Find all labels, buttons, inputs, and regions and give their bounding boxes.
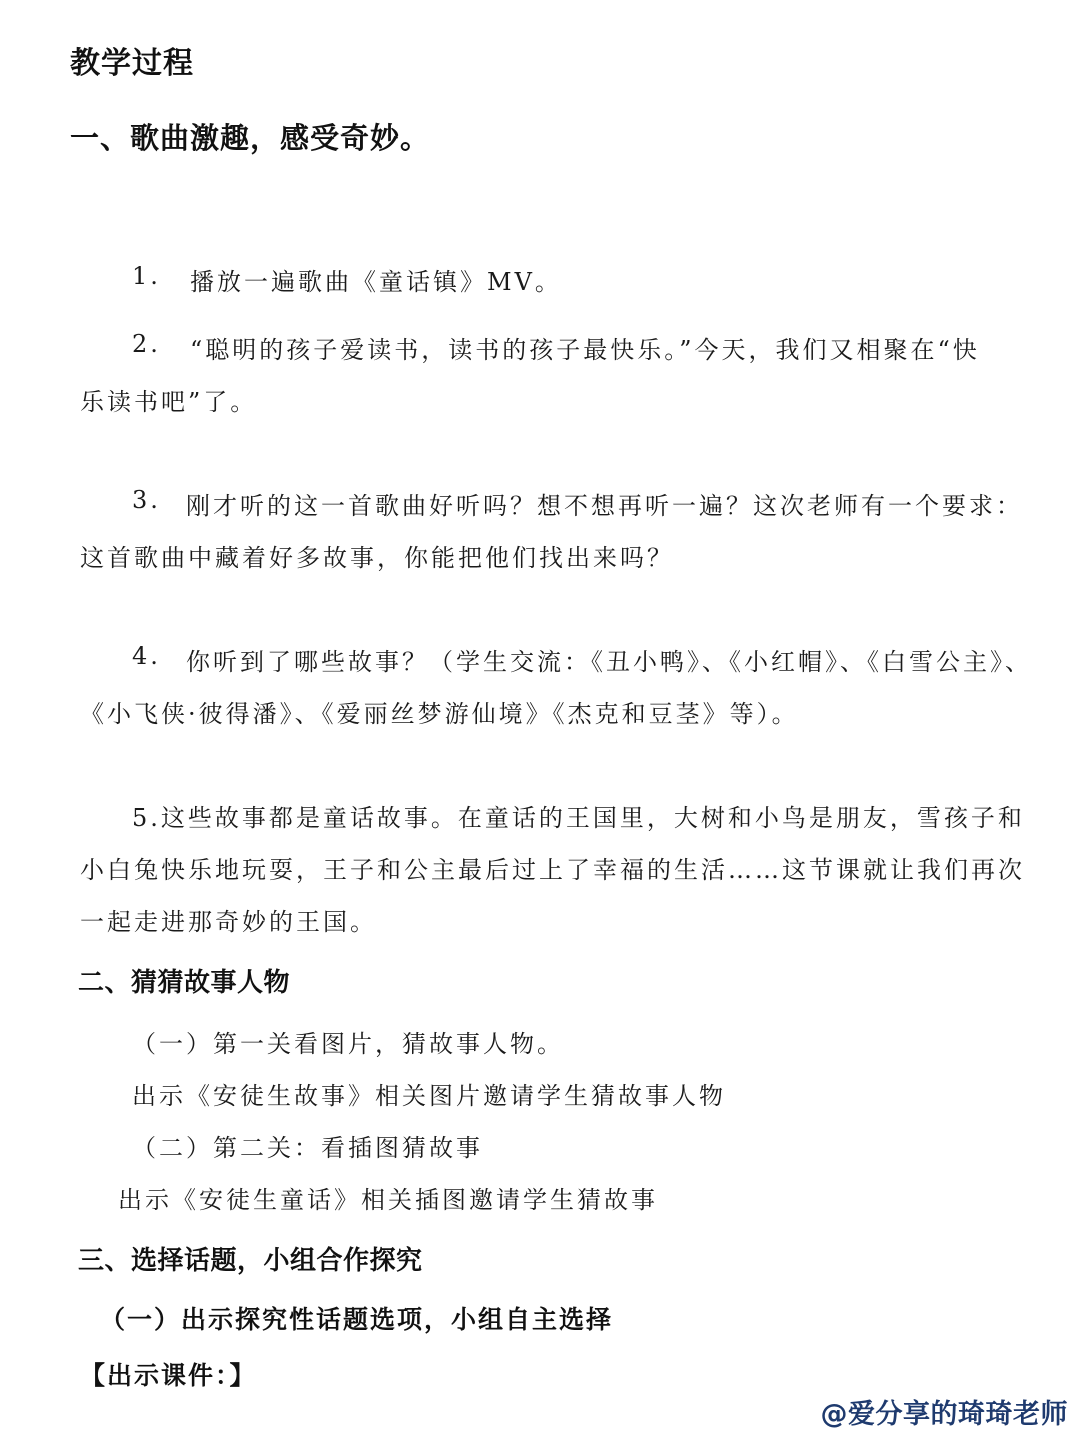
item-1-text: 播放一遍歌曲《童话镇》MV。 (190, 268, 562, 296)
courseware-label: 【出示课件：】 (80, 1361, 257, 1390)
item-3-number: 3. (132, 486, 161, 514)
item-5-line-1: 5.这些故事都是童话故事。在童话的王国里，大树和小鸟是朋友，雪孩子和 (132, 804, 1025, 832)
section-2-line-3: （二）第二关：看插图猜故事 (132, 1134, 483, 1162)
section-2-line-1: （一）第一关看图片，猜故事人物。 (132, 1030, 564, 1058)
item-3-line-1: 刚才听的这一首歌曲好听吗？想不想再听一遍？这次老师有一个要求： (186, 492, 1023, 520)
section-2-line-2: 出示《安徒生故事》相关图片邀请学生猜故事人物 (132, 1082, 726, 1110)
item-4-number: 4. (132, 642, 161, 670)
author-watermark: @爱分享的琦琦老师 (820, 1399, 1068, 1430)
item-2-line-1: “聪明的孩子爱读书，读书的孩子最快乐。”今天，我们又相聚在“快 (190, 336, 980, 364)
item-4-line-1: 你听到了哪些故事？（学生交流：《丑小鸭》、《小红帽》、《白雪公主》、 (186, 648, 1032, 676)
item-5-line-2: 小白兔快乐地玩耍，王子和公主最后过上了幸福的生活……这节课就让我们再次 (80, 856, 1025, 884)
item-2-line-2: 乐读书吧”了。 (80, 388, 258, 416)
section-3-subheading: （一）出示探究性话题选项，小组自主选择 (100, 1305, 614, 1334)
section-1-heading: 一、歌曲激趣，感受奇妙。 (70, 121, 431, 155)
section-2-line-4: 出示《安徒生童话》相关插图邀请学生猜故事 (118, 1186, 658, 1214)
item-4-line-2: 《小飞侠·彼得潘》、《爱丽丝梦游仙境》《杰克和豆茎》等）。 (80, 700, 799, 728)
item-3-line-2: 这首歌曲中藏着好多故事，你能把他们找出来吗？ (80, 544, 674, 572)
item-2-number: 2. (132, 330, 161, 358)
section-2-heading: 二、猜猜故事人物 (78, 968, 291, 998)
page-title: 教学过程 (70, 46, 194, 81)
item-5-line-3: 一起走进那奇妙的王国。 (80, 908, 377, 936)
item-1-number: 1. (132, 262, 161, 290)
section-3-heading: 三、选择话题，小组合作探究 (78, 1246, 423, 1276)
